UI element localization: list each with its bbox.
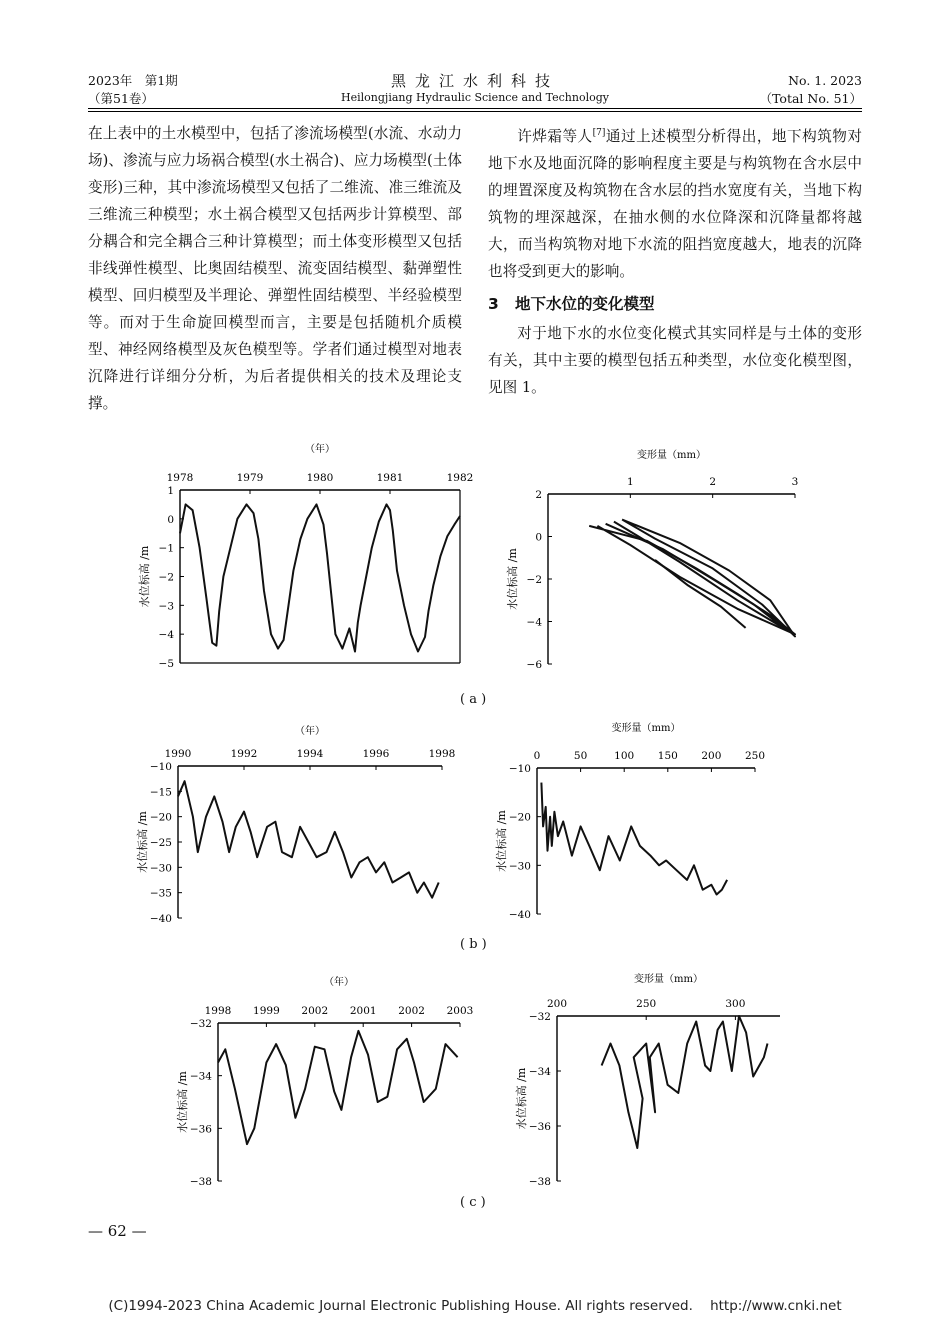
x-axis-label: 变形量（mm）	[637, 450, 706, 461]
y-tick-label: −10	[149, 761, 172, 773]
citation-ref: [7]	[592, 128, 606, 138]
y-axis-label: 水位标高 /m	[136, 811, 149, 873]
header-volume: （第51卷）	[88, 91, 154, 106]
chart-c-time	[175, 975, 473, 1188]
x-tick-label: 1980	[306, 472, 334, 484]
chart-b-time	[135, 724, 455, 925]
x-tick-label: 200	[546, 998, 568, 1010]
left-paragraph: 在上表中的土水模型中，包括了渗流场模型(水流、水动力场)、渗流与应力场祸合模型(水土祸合)、应力场模型(土体变形)三种，其中渗流场模型又包括了二维流、准三维流及三维流三种模型；水土祸合模型又包括两步计算模型、部分耦合和完全耦合三种计算模型；而土体变形模型又包括非线弹性模型、比奥固结模型、流变固结模型、黏弹塑性模型、回归模型及半理论、弹塑性固结模型、半经验模型等。而对于生命旋回模型而言，主要是包括随机介质模型、神经网络模型及灰色模型等。学者们通过模型对地表沉降进行详细分分析，为后者提供相关的技术及理论支撑。	[88, 125, 462, 412]
y-axis-label: 水位标高 /m	[515, 1067, 528, 1130]
chart-c-deformation	[514, 972, 780, 1188]
y-tick-label: −36	[528, 1121, 551, 1133]
right-paragraph-1-rest: 通过上述模型分析得出，地下构筑物对地下水及地面沉降的影响程度主要是与构筑物在含水层中的埋置深度及构筑物在含水层的挡水宽度有关，当地下构筑物的埋深越深，在抽水侧的水位降深和沉降量都将越大，而当构筑物对地下水流的阻挡宽度越大，地表的沉降也将受到更大的影响。	[488, 127, 862, 280]
y-tick-label: −5	[158, 658, 174, 670]
x-tick-label: 1981	[376, 472, 404, 484]
y-tick-label: −35	[149, 887, 172, 900]
y-tick-label: 0	[167, 513, 174, 526]
y-tick-label: −30	[508, 860, 531, 873]
y-tick-label: −38	[189, 1176, 212, 1188]
page-number: — 62 —	[88, 1222, 147, 1240]
x-tick-label: 1999	[253, 1005, 280, 1017]
x-tick-label: 2001	[349, 1005, 377, 1017]
series-line-series	[541, 783, 727, 895]
y-tick-label: −25	[149, 837, 172, 849]
x-axis-label: （年）	[305, 444, 335, 455]
y-tick-label: −36	[189, 1123, 212, 1136]
series-line-series	[180, 504, 460, 651]
y-tick-label: −34	[189, 1070, 212, 1083]
y-tick-label: 1	[167, 485, 174, 497]
x-tick-label: 1979	[236, 472, 264, 484]
series-line-loop1	[589, 526, 795, 634]
x-axis-label: （年）	[324, 977, 354, 988]
x-tick-label: 1990	[164, 748, 192, 760]
x-tick-label: 3	[791, 476, 799, 488]
x-tick-label: 1982	[446, 472, 474, 484]
chart-a-time	[137, 442, 473, 670]
y-tick-label: −20	[149, 811, 172, 824]
journal-title-en: Heilongjiang Hydraulic Science and Technology	[341, 91, 609, 104]
y-axis-label: 水位标高 /m	[138, 545, 151, 608]
x-tick-label: 1996	[362, 748, 390, 760]
x-tick-label: 200	[701, 750, 722, 762]
y-tick-label: −4	[526, 616, 542, 629]
x-tick-label: 2002	[398, 1005, 425, 1017]
caption-a: ( a )	[460, 692, 487, 707]
x-tick-label: 2	[709, 476, 717, 488]
x-tick-label: 2002	[301, 1005, 329, 1017]
y-tick-label: −32	[189, 1018, 212, 1030]
x-tick-label: 1978	[166, 472, 194, 484]
y-tick-label: −15	[149, 786, 172, 799]
x-tick-label: 1994	[296, 748, 324, 760]
y-tick-label: −6	[526, 659, 542, 671]
x-axis-label: 变形量（mm）	[611, 723, 681, 734]
y-tick-label: −32	[528, 1011, 551, 1023]
x-tick-label: 1992	[230, 748, 258, 760]
y-tick-label: −1	[158, 542, 174, 555]
y-tick-label: −10	[508, 763, 531, 775]
y-tick-label: −30	[149, 862, 172, 875]
x-tick-label: 0	[533, 750, 541, 762]
x-tick-label: 250	[744, 750, 766, 762]
journal-title-cn: 黑龙江水利科技	[390, 72, 559, 90]
header-total: （Total No. 51）	[759, 91, 862, 106]
chart-b-deformation	[494, 721, 765, 921]
y-axis-label: 水位标高 /m	[176, 1071, 189, 1133]
section-title: 地下水位的变化模型	[515, 294, 655, 313]
caption-b: ( b )	[460, 937, 487, 952]
y-tick-label: −40	[149, 913, 172, 925]
x-tick-label: 50	[573, 750, 588, 762]
y-tick-label: −40	[508, 909, 531, 921]
right-paragraph-2: 对于地下水的水位变化模式其实同样是与土体的变形有关，其中主要的模型包括五种类型，水位变化模型图，见图 1。	[488, 324, 862, 396]
x-tick-label: 1	[626, 476, 634, 488]
author-ref-text: 许烨霜等人	[517, 127, 593, 145]
series-line-series	[218, 1031, 458, 1144]
x-tick-label: 1998	[204, 1005, 232, 1017]
y-tick-label: −3	[158, 600, 174, 613]
x-axis-label: （年）	[295, 726, 325, 737]
y-tick-label: −38	[528, 1176, 551, 1188]
y-tick-label: 0	[535, 531, 542, 544]
y-tick-label: −4	[158, 629, 174, 642]
y-tick-label: −2	[526, 574, 542, 586]
header-issue: 2023年 第1期	[88, 73, 178, 88]
header-number: No. 1. 2023	[788, 73, 862, 88]
x-tick-label: 1998	[428, 748, 456, 760]
x-tick-label: 100	[614, 750, 635, 762]
y-tick-label: −34	[528, 1066, 551, 1078]
series-line-series	[602, 1016, 768, 1148]
chart-a-deformation	[505, 448, 798, 671]
y-tick-label: −20	[508, 811, 531, 824]
caption-c: ( c )	[460, 1195, 486, 1210]
x-tick-label: 250	[636, 998, 657, 1010]
x-tick-label: 150	[657, 750, 678, 762]
series-line-series	[178, 781, 439, 898]
y-tick-label: −2	[158, 571, 174, 584]
y-tick-label: 2	[535, 489, 542, 501]
y-axis-label: 水位标高 /m	[506, 548, 519, 610]
y-axis-label: 水位标高 /m	[495, 810, 508, 872]
x-axis-label: 变形量（mm）	[634, 974, 703, 985]
section-number: 3	[488, 294, 499, 313]
copyright-line: (C)1994-2023 China Academic Journal Electronic Publishing House. All rights reserved. http://www.cnki.net	[108, 1298, 842, 1314]
x-tick-label: 2003	[446, 1005, 474, 1017]
x-tick-label: 300	[725, 998, 746, 1010]
